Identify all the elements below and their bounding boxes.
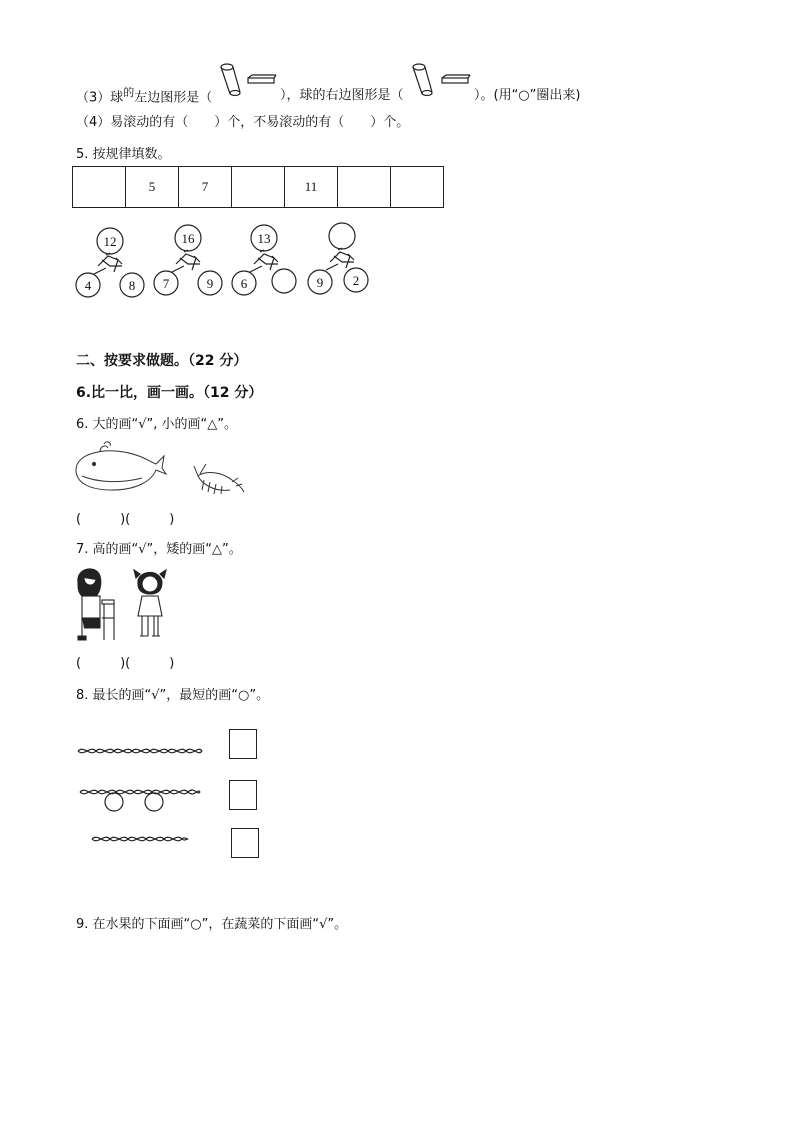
seq-cell-5[interactable]: 11 xyxy=(285,167,338,208)
question-6: 6. 大的画“√”, 小的画“△”。 xyxy=(76,417,238,432)
question-7: 7. 高的画“√”，矮的画“△”。 xyxy=(76,542,242,557)
seq-cell-3[interactable]: 7 xyxy=(179,167,232,208)
cylinder-cuboid-image-left xyxy=(218,62,278,100)
answer-box-2[interactable] xyxy=(229,780,257,810)
q7-answer-blanks[interactable]: ( )( ) xyxy=(76,656,175,671)
bike-1-right: 8 xyxy=(128,278,136,293)
answer-box-1[interactable] xyxy=(229,729,257,759)
question-5-title: 5. 按规律填数。 xyxy=(76,147,171,162)
seq-cell-7[interactable] xyxy=(391,167,444,208)
shrimp-image xyxy=(192,462,246,498)
bike-puzzle-row xyxy=(72,222,382,302)
q3-text-b: 左边图形是（ xyxy=(134,90,213,106)
seq-cell-6[interactable] xyxy=(338,167,391,208)
bike-2 xyxy=(150,222,230,302)
cylinder-cuboid-image-right xyxy=(410,62,472,100)
bike-4-left: 9 xyxy=(316,275,324,290)
q3-text-de: 的 xyxy=(123,86,135,99)
question-8: 8. 最长的画“√”，最短的画“○”。 xyxy=(76,688,270,703)
bike-3-left: 6 xyxy=(240,276,248,291)
bike-2-left: 7 xyxy=(162,276,170,291)
q3-text-d-wrap xyxy=(474,84,580,103)
bike-1 xyxy=(72,222,152,302)
section-2-title: 二、按要求做题。（22 分） xyxy=(76,353,248,369)
answer-box-3[interactable] xyxy=(231,828,259,858)
q6-answer-blanks[interactable]: ( )( ) xyxy=(76,512,175,527)
bike-3 xyxy=(228,222,308,302)
girl-on-chair-image xyxy=(70,562,120,642)
rope-short-image xyxy=(90,832,190,846)
q3-text-d: ）。(用“○”圈出来) xyxy=(474,88,581,103)
question-4: （4）易滚动的有（ ）个，不易滚动的有（ ）个。 xyxy=(76,115,410,130)
bike-1-top: 12 xyxy=(103,234,117,249)
question-6-heading: 6.比一比，画一画。（12 分） xyxy=(76,385,263,401)
seq-cell-2[interactable]: 5 xyxy=(126,167,179,208)
whale-image xyxy=(72,440,168,494)
bike-1-left: 4 xyxy=(84,278,92,293)
rope-knotted-image xyxy=(78,782,202,816)
bike-4-right: 2 xyxy=(352,273,360,288)
seq-cell-1[interactable] xyxy=(73,167,126,208)
bike-2-top: 16 xyxy=(181,231,195,246)
q3-text-a: （3）球 xyxy=(76,90,124,106)
q3-text-c-wrap xyxy=(280,84,404,103)
standing-girl-image xyxy=(130,566,170,642)
question-9: 9. 在水果的下面画“○”，在蔬菜的下面画“√”。 xyxy=(76,917,348,932)
rope-long-image xyxy=(76,744,204,758)
q3-text-c: ），球的右边图形是（ xyxy=(280,88,404,103)
bike-2-right: 9 xyxy=(206,276,214,291)
bike-4 xyxy=(304,222,384,302)
seq-cell-4[interactable] xyxy=(232,167,285,208)
question-3 xyxy=(76,84,212,105)
number-sequence-table xyxy=(72,166,444,208)
bike-3-top: 13 xyxy=(257,231,271,246)
